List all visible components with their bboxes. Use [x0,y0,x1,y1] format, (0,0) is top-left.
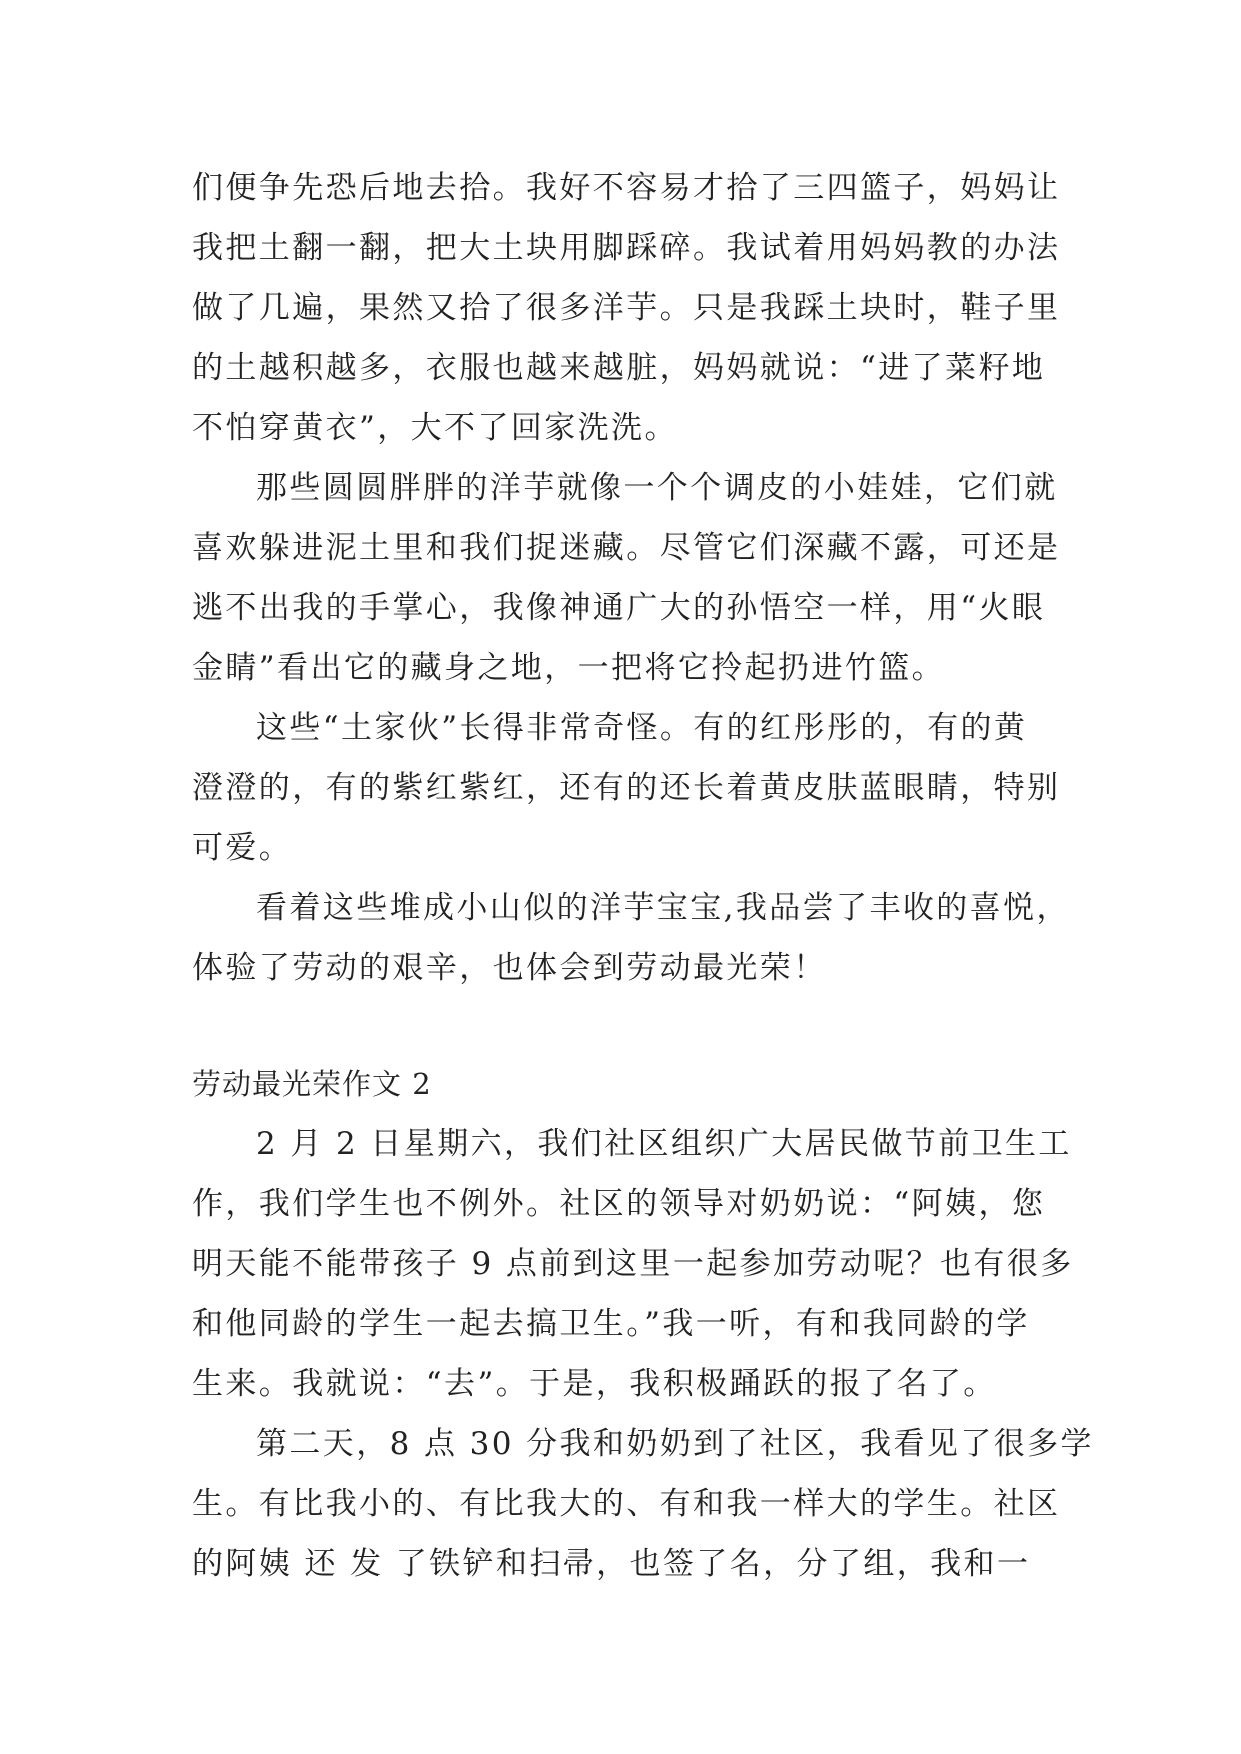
paragraph-harvest-continued [192,158,1061,458]
document-body [192,158,1094,1594]
text-line: 生来。我就说：“去”。于是，我积极踊跃的报了名了。 [192,1366,997,1402]
text-line: 的阿姨 还 发 了铁铲和扫帚，也签了名，分了组，我和一 [192,1546,1031,1582]
text-line: 第二天，8 点 30 分我和奶奶到了社区，我看见了很多学 [256,1426,1094,1462]
text-line: 金睛”看出它的藏身之地，一把将它拎起扔进竹篮。 [192,650,946,686]
paragraph-potato-dolls [192,458,1061,698]
paragraph-conclusion [192,878,1070,998]
section-title: 劳动最光荣作文 2 [192,1067,432,1101]
text-line: 喜欢躲进泥土里和我们捉迷藏。尽管它们深藏不露，可还是 [192,530,1061,566]
text-line: 明天能不能带孩子 9 点前到这里一起参加劳动呢？也有很多 [192,1246,1074,1282]
paragraph-potato-colors [192,698,1061,878]
text-line: 可爱。 [192,830,293,866]
paragraph-community-cleanup [192,1114,1074,1414]
text-line: 这些“土家伙”长得非常奇怪。有的红彤彤的，有的黄 [256,710,1028,746]
text-line: 作，我们学生也不例外。社区的领导对奶奶说：“阿姨，您 [192,1186,1046,1222]
text-line: 2 月 2 日星期六，我们社区组织广大居民做节前卫生工 [256,1126,1072,1162]
text-line: 和他同龄的学生一起去搞卫生。”我一听，有和我同龄的学 [192,1306,1030,1342]
text-line: 不怕穿黄衣”，大不了回家洗洗。 [192,410,678,446]
text-line: 生。有比我小的、有比我大的、有和我一样大的学生。社区 [192,1486,1061,1522]
paragraph-next-day [192,1414,1094,1594]
text-line: 看着这些堆成小山似的洋芋宝宝,我品尝了丰收的喜悦， [256,890,1070,926]
text-line: 澄澄的，有的紫红紫红，还有的还长着黄皮肤蓝眼睛，特别 [192,770,1061,806]
text-line: 我把土翻一翻，把大土块用脚踩碎。我试着用妈妈教的办法 [192,230,1061,266]
text-line: 做了几遍，果然又拾了很多洋芋。只是我踩土块时，鞋子里 [192,290,1061,326]
text-line: 逃不出我的手掌心，我像神通广大的孙悟空一样，用“火眼 [192,590,1046,626]
section-spacer [192,998,1054,1054]
text-line: 的土越积越多，衣服也越来越脏，妈妈就说：“进了菜籽地 [192,350,1046,386]
text-line: 那些圆圆胖胖的洋芋就像一个个调皮的小娃娃，它们就 [256,470,1058,506]
text-line: 体验了劳动的艰辛，也体会到劳动最光荣！ [192,950,827,986]
text-line: 们便争先恐后地去拾。我好不容易才拾了三四篮子，妈妈让 [192,170,1061,206]
